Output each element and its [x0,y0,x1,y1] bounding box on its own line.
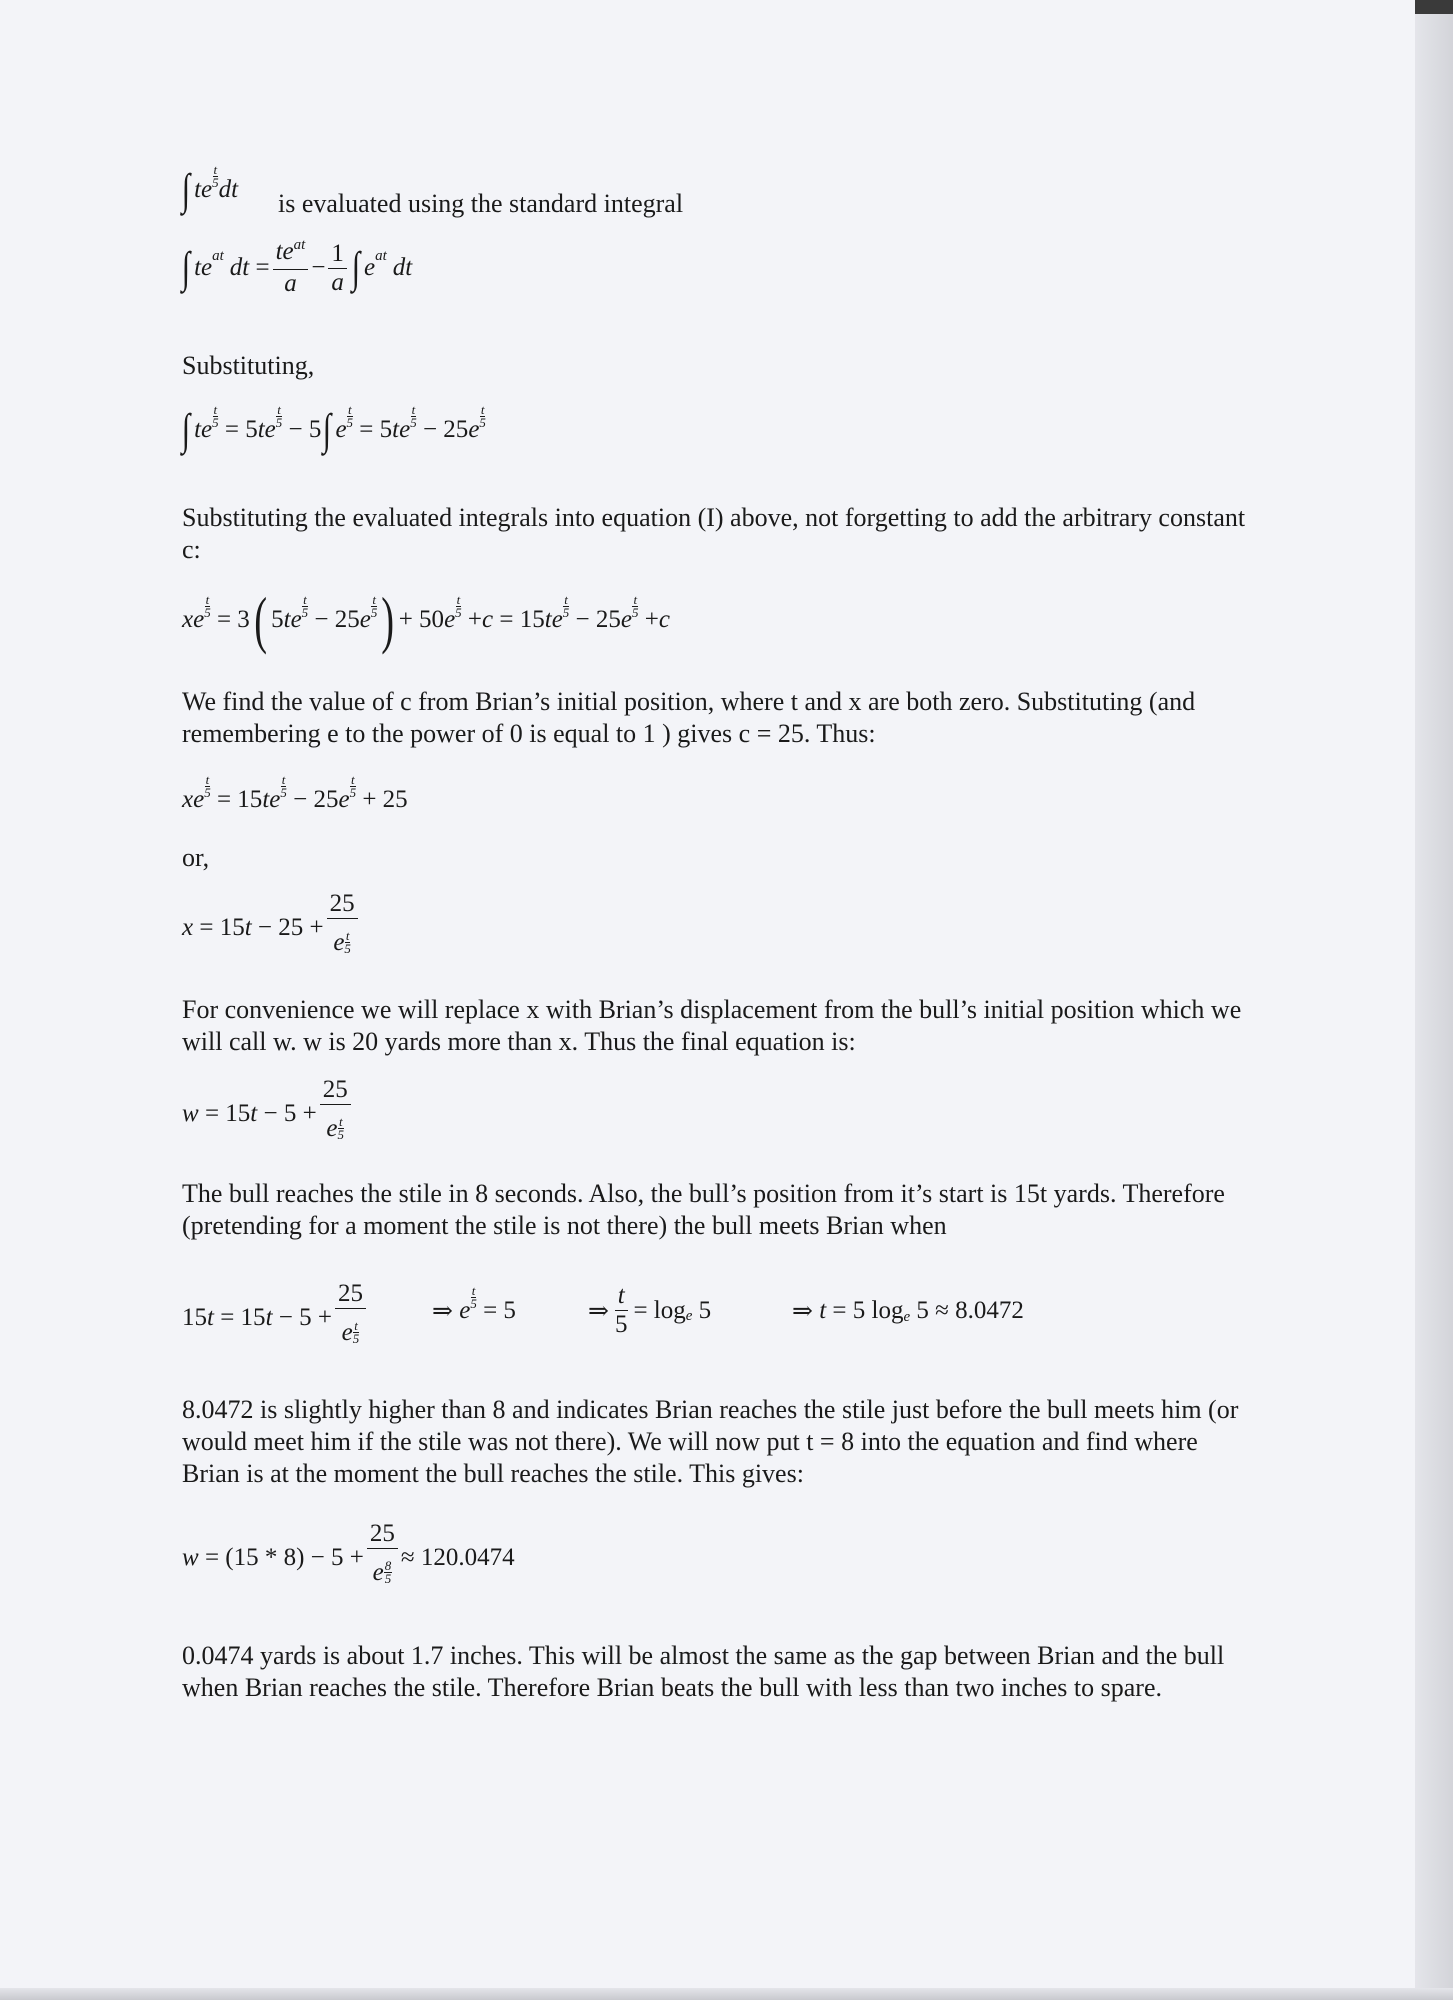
equation-step-t: ⇒ t = 5 log e 5 ≈ 8.0472 [792,1297,1024,1325]
paragraph-comparison: 8.0472 is slightly higher than 8 and indicates Brian reaches the stile just before the bull meets him (or would meet him if the stile was not there). We will now put t = 8 into the equation and find where Brian is at the moment the bull reaches the stile. This gives: [182,1395,1239,1488]
equation-w-value: ≈ 120.0474 [400,1543,515,1571]
equation-step-exp: ⇒ e t 5 = 5 [432,1282,516,1325]
equation-standard-integral: ∫ te at dt = $\frac{te^{at}}{a}$ − $\frac{1}{a}$ ∫ e at dt [181,237,413,297]
paragraph-displacement: For convenience we will replace x with Brian’s displacement from the bull’s initial position which we will call w. w is 20 yards more than x. Thus the final equation is: [182,995,1242,1056]
page-edge [1415,0,1453,2000]
paragraph-conclusion: 0.0474 yards is about 1.7 inches. This will be almost the same as the gap between Brian and the bull when Brian reaches the stile. Therefore Brian beats the bull with less than two inches to spare. [182,1641,1225,1702]
equation-substituted-integral: ∫ te t 5 = 5 te t 5 − 5 ∫ e t 5 = 5 te t 5 − 25 e t 5 [181,401,486,454]
equation-w-at-8: w = (15 * 8) − 5 + 25 e $\frac{8}{5}$ ≈ 120.0474 [182,1520,515,1586]
paragraph-or: or, [182,843,210,872]
equation-with-constant: xe t 5 = 3 ( 5 te t 5 − 25 e t 5 ) + 50 e t 5 + c = 15 te t 5 − 25 e t 5 + c [182,584,670,655]
paragraph-bull-reaches: The bull reaches the stile in 8 seconds. Also, the bull’s position from it’s start is 15t yards. Therefore (pretending for a moment the stile is not there) the bull meets Brian when [182,1179,1225,1240]
equation-t-value: ≈ 8.0472 [935,1297,1024,1324]
equation-meeting: 15 t = 15 t − 5 + 25 e $\frac{t}{5}$ [182,1280,369,1355]
paragraph-initial-position: We find the value of c from Brian’s initial position, where t and x are both zero. Substituting (and remembering e to the power of 0 is equal to 1 ) gives c = 25. Thus: [182,687,1196,748]
paragraph-substituting: Substituting, [182,351,315,380]
paragraph-evaluated: Substituting the evaluated integrals into equation (I) above, not forgetting to add the arbitrary constant c: [182,503,1246,564]
equation-x: x = 15 t − 25 + 25 e $\frac{t}{5}$ [182,890,361,965]
equation-w: w = 15 t − 5 + 25 e $\frac{t}{5}$ [182,1076,354,1151]
equation-step-log: ⇒ $\frac{t}{5}$ = log e 5 [588,1282,712,1338]
paragraph-intro: is evaluated using the standard integral [278,189,684,218]
equation-integral-intro: ∫ te t 5 dt [181,161,239,214]
page-edge-bottom [0,1988,1453,2000]
equation-x-exp: xe t 5 = 15 te t 5 − 25 e t 5 + 25 [182,771,408,813]
scan-corner [1415,0,1453,14]
